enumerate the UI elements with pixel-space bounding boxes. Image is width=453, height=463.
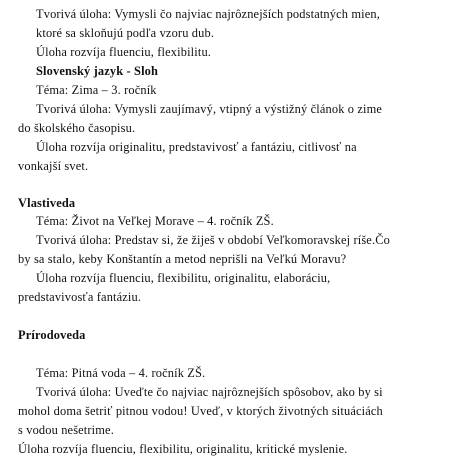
subject-heading: Slovenský jazyk - Sloh bbox=[36, 64, 159, 78]
skill-line: vonkajší svet. bbox=[18, 159, 89, 173]
skill-line: Úloha rozvíja originalitu, predstavivosť a fantáziu, citlivosť na bbox=[36, 140, 357, 154]
task-line: mohol doma šetriť pitnou vodou! Uveď, v ktorých životných situáciách bbox=[18, 404, 383, 418]
skill-line: Úloha rozvíja fluenciu, flexibilitu, originalitu, elaboráciu, bbox=[36, 271, 331, 285]
subject-heading: Prírodoveda bbox=[18, 328, 86, 342]
topic-line: Téma: Pitná voda – 4. ročník ZŠ. bbox=[36, 366, 206, 380]
skill-line: predstavivosťa fantáziu. bbox=[18, 290, 142, 304]
task-line: Tvorivá úloha: Predstav si, že žiješ v období Veľkomoravskej ríše.Čo bbox=[36, 233, 390, 247]
task-line: Tvorivá úloha: Vymysli zaujímavý, vtipný a výstižný článok o zime bbox=[36, 102, 383, 116]
task-line: by sa stalo, keby Konštantín a metod neprišli na Veľkú Moravu? bbox=[18, 252, 347, 266]
skill-line: Úloha rozvíja fluenciu, flexibilitu, originalitu, kritické myslenie. bbox=[18, 442, 348, 456]
task-line: ktoré sa skloňujú podľa vzoru dub. bbox=[36, 26, 215, 40]
task-line: do školského časopisu. bbox=[18, 121, 136, 135]
task-line: Tvorivá úloha: Uveďte čo najviac najrôznejších spôsobov, ako by si bbox=[36, 385, 383, 399]
topic-line: Téma: Zima – 3. ročník bbox=[36, 83, 157, 97]
skill-line: Úloha rozvíja fluenciu, flexibilitu. bbox=[36, 45, 212, 59]
topic-line: Téma: Život na Veľkej Morave – 4. ročník ZŠ. bbox=[36, 214, 274, 228]
task-line: Tvorivá úloha: Vymysli čo najviac najrôznejších podstatných mien, bbox=[36, 7, 380, 21]
task-line: s vodou nešetrime. bbox=[18, 423, 114, 437]
subject-heading: Vlastiveda bbox=[18, 196, 76, 210]
